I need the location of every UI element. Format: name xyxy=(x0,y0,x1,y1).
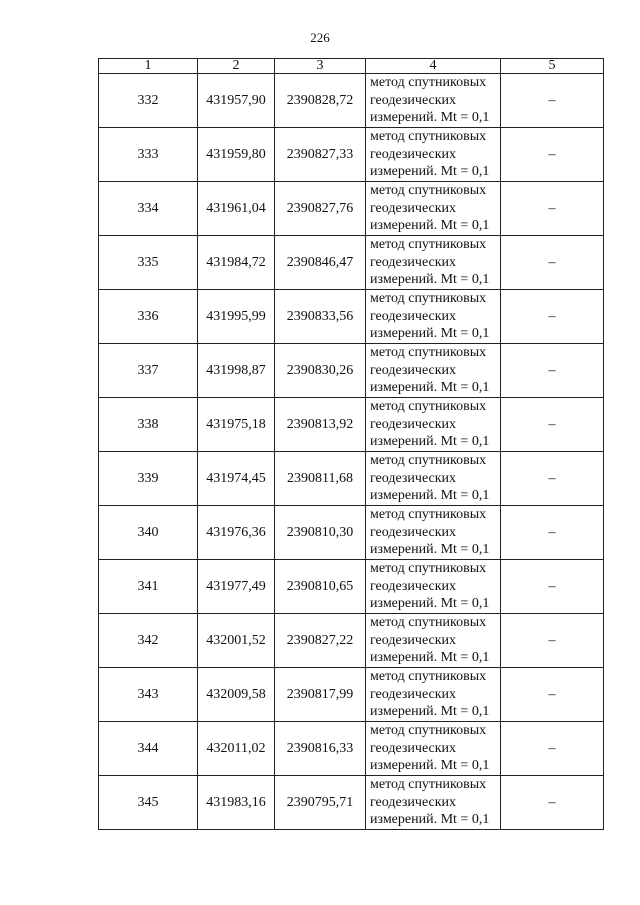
coord-x-cell: 432011,02 xyxy=(198,722,275,776)
coord-x-cell: 431977,49 xyxy=(198,560,275,614)
method-line: метод спутниковых xyxy=(370,615,487,631)
header-col-4: 4 xyxy=(366,59,501,74)
method-line: измерений. Mt = 0,1 xyxy=(370,272,490,288)
table-row xyxy=(99,722,604,776)
note-cell: – xyxy=(501,398,604,452)
table-row xyxy=(99,560,604,614)
method-line: метод спутниковых xyxy=(370,75,487,91)
point-number-cell: 334 xyxy=(99,182,198,236)
coord-y-cell: 2390827,22 xyxy=(275,614,366,668)
method-line: геодезических xyxy=(370,740,457,756)
note-cell: – xyxy=(501,776,604,830)
table-row xyxy=(99,668,604,722)
table-row xyxy=(99,290,604,344)
point-number-cell: 333 xyxy=(99,128,198,182)
method-line: измерений. Mt = 0,1 xyxy=(370,434,490,450)
method-line: геодезических xyxy=(370,146,457,162)
method-line: измерений. Mt = 0,1 xyxy=(370,596,490,612)
method-line: метод спутниковых xyxy=(370,291,487,307)
point-number-cell: 337 xyxy=(99,344,198,398)
note-cell: – xyxy=(501,344,604,398)
coord-y-cell: 2390811,68 xyxy=(275,452,366,506)
header-col-3: 3 xyxy=(275,59,366,74)
method-line: метод спутниковых xyxy=(370,453,487,469)
coord-y-cell: 2390827,76 xyxy=(275,182,366,236)
method-line: геодезических xyxy=(370,92,457,108)
point-number-cell: 343 xyxy=(99,668,198,722)
method-line: измерений. Mt = 0,1 xyxy=(370,380,490,396)
method-cell xyxy=(366,506,501,560)
header-col-1: 1 xyxy=(99,59,198,74)
coord-x-cell: 431974,45 xyxy=(198,452,275,506)
table-row xyxy=(99,452,604,506)
table-row xyxy=(99,614,604,668)
method-line: измерений. Mt = 0,1 xyxy=(370,542,490,558)
method-line: геодезических xyxy=(370,362,457,378)
method-line: измерений. Mt = 0,1 xyxy=(370,758,490,774)
note-cell: – xyxy=(501,614,604,668)
point-number-cell: 335 xyxy=(99,236,198,290)
coord-y-cell: 2390795,71 xyxy=(275,776,366,830)
table-row xyxy=(99,128,604,182)
point-number-cell: 339 xyxy=(99,452,198,506)
method-line: геодезических xyxy=(370,632,457,648)
table-row xyxy=(99,398,604,452)
table-row xyxy=(99,506,604,560)
method-cell xyxy=(366,560,501,614)
table-row xyxy=(99,344,604,398)
method-line: измерений. Mt = 0,1 xyxy=(370,110,490,126)
table-body xyxy=(99,74,604,830)
method-line: измерений. Mt = 0,1 xyxy=(370,218,490,234)
method-line: метод спутниковых xyxy=(370,345,487,361)
page-number: 226 xyxy=(310,30,330,45)
method-line: метод спутниковых xyxy=(370,723,487,739)
coord-x-cell: 431975,18 xyxy=(198,398,275,452)
note-cell: – xyxy=(501,128,604,182)
coord-y-cell: 2390846,47 xyxy=(275,236,366,290)
method-line: метод спутниковых xyxy=(370,507,487,523)
method-line: геодезических xyxy=(370,524,457,540)
method-cell xyxy=(366,614,501,668)
coord-y-cell: 2390816,33 xyxy=(275,722,366,776)
method-cell xyxy=(366,128,501,182)
note-cell: – xyxy=(501,506,604,560)
coord-x-cell: 431959,80 xyxy=(198,128,275,182)
table-row xyxy=(99,74,604,128)
point-number-cell: 338 xyxy=(99,398,198,452)
point-number-cell: 344 xyxy=(99,722,198,776)
table-row xyxy=(99,236,604,290)
coord-y-cell: 2390817,99 xyxy=(275,668,366,722)
method-line: измерений. Mt = 0,1 xyxy=(370,326,490,342)
coord-x-cell: 431983,16 xyxy=(198,776,275,830)
method-cell xyxy=(366,776,501,830)
method-cell xyxy=(366,344,501,398)
method-line: геодезических xyxy=(370,200,457,216)
method-line: метод спутниковых xyxy=(370,399,487,415)
method-line: измерений. Mt = 0,1 xyxy=(370,488,490,504)
coord-y-cell: 2390833,56 xyxy=(275,290,366,344)
note-cell: – xyxy=(501,668,604,722)
method-line: геодезических xyxy=(370,470,457,486)
point-number-cell: 345 xyxy=(99,776,198,830)
method-line: геодезических xyxy=(370,794,457,810)
note-cell: – xyxy=(501,452,604,506)
coord-y-cell: 2390830,26 xyxy=(275,344,366,398)
coord-x-cell: 431984,72 xyxy=(198,236,275,290)
point-number-cell: 341 xyxy=(99,560,198,614)
point-number-cell: 340 xyxy=(99,506,198,560)
method-cell xyxy=(366,722,501,776)
method-cell xyxy=(366,398,501,452)
note-cell: – xyxy=(501,722,604,776)
point-number-cell: 336 xyxy=(99,290,198,344)
method-line: измерений. Mt = 0,1 xyxy=(370,704,490,720)
note-cell: – xyxy=(501,182,604,236)
coord-x-cell: 431957,90 xyxy=(198,74,275,128)
coord-y-cell: 2390813,92 xyxy=(275,398,366,452)
coord-x-cell: 432001,52 xyxy=(198,614,275,668)
method-line: измерений. Mt = 0,1 xyxy=(370,650,490,666)
coord-y-cell: 2390810,30 xyxy=(275,506,366,560)
coord-x-cell: 431976,36 xyxy=(198,506,275,560)
method-line: измерений. Mt = 0,1 xyxy=(370,812,490,828)
method-line: метод спутниковых xyxy=(370,669,487,685)
method-line: метод спутниковых xyxy=(370,561,487,577)
coord-y-cell: 2390810,65 xyxy=(275,560,366,614)
method-line: измерений. Mt = 0,1 xyxy=(370,164,490,180)
method-line: метод спутниковых xyxy=(370,129,487,145)
table-row xyxy=(99,776,604,830)
coord-x-cell: 431995,99 xyxy=(198,290,275,344)
coord-x-cell: 431998,87 xyxy=(198,344,275,398)
method-line: метод спутниковых xyxy=(370,777,487,793)
coord-y-cell: 2390828,72 xyxy=(275,74,366,128)
method-line: геодезических xyxy=(370,254,457,270)
header-col-2: 2 xyxy=(198,59,275,74)
method-cell xyxy=(366,74,501,128)
method-line: геодезических xyxy=(370,686,457,702)
method-cell xyxy=(366,236,501,290)
point-number-cell: 342 xyxy=(99,614,198,668)
method-cell xyxy=(366,290,501,344)
note-cell: – xyxy=(501,74,604,128)
coord-x-cell: 431961,04 xyxy=(198,182,275,236)
note-cell: – xyxy=(501,290,604,344)
table-row xyxy=(99,182,604,236)
coordinates-table xyxy=(98,58,604,830)
coord-y-cell: 2390827,33 xyxy=(275,128,366,182)
method-line: геодезических xyxy=(370,578,457,594)
method-line: метод спутниковых xyxy=(370,183,487,199)
method-line: геодезических xyxy=(370,308,457,324)
point-number-cell: 332 xyxy=(99,74,198,128)
method-cell xyxy=(366,452,501,506)
coord-x-cell: 432009,58 xyxy=(198,668,275,722)
note-cell: – xyxy=(501,560,604,614)
method-line: геодезических xyxy=(370,416,457,432)
note-cell: – xyxy=(501,236,604,290)
header-col-5: 5 xyxy=(501,59,604,74)
method-line: метод спутниковых xyxy=(370,237,487,253)
method-cell xyxy=(366,182,501,236)
method-cell xyxy=(366,668,501,722)
table-header-row xyxy=(99,59,604,74)
